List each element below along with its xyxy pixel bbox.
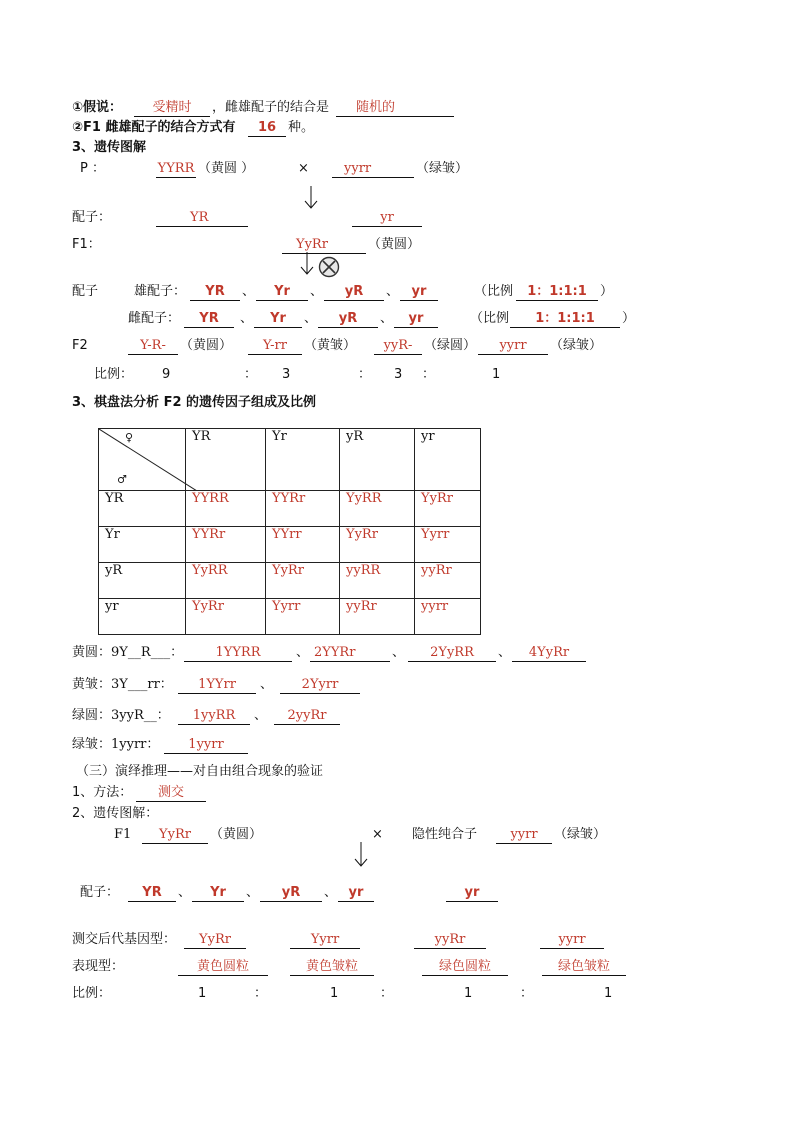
punnett-cell: YyRr — [415, 491, 481, 527]
punnett-cell: Yyrr — [266, 599, 340, 635]
tc-f1-genotype[interactable]: YyRr — [142, 827, 208, 844]
method-prefix: 1、方法： — [72, 785, 133, 800]
offspring-genotype[interactable]: YyRr — [184, 932, 246, 949]
tc-f1-phenotype: （黄圆） — [210, 827, 263, 842]
offspring-genotype[interactable]: Yyrr — [290, 932, 360, 949]
f1-combo-prefix: ②F1 雌雄配子的结合方式有 — [72, 120, 236, 135]
gamete-1[interactable]: YR — [156, 210, 248, 227]
ratio-colon: ： — [358, 367, 372, 382]
f2-label: F2 — [72, 338, 88, 353]
f2-genotype-1[interactable]: Y-R- — [128, 338, 178, 355]
punnett-square — [98, 428, 481, 635]
male-gamete-3[interactable]: yR — [324, 284, 384, 301]
punnett-cell: yyRr — [340, 599, 415, 635]
offspring-genotype-label: 测交后代基因型： — [72, 932, 177, 947]
f2-phenotype-1: （黄圆） — [180, 338, 233, 353]
punnett-row-head: Yr — [99, 527, 186, 563]
separator: 、 — [246, 885, 260, 900]
offspring-ratio-value: 1 — [604, 986, 613, 1001]
pheno-answer[interactable]: 2yyRr — [274, 708, 340, 725]
pheno-answer[interactable]: 2Yyrr — [280, 677, 360, 694]
punnett-cell: yyRr — [415, 563, 481, 599]
female-gamete-label: 雌配子： — [128, 311, 181, 326]
punnett-cell: YyRr — [186, 599, 266, 635]
hypothesis-answer-1[interactable]: 受精时 — [134, 100, 210, 117]
f1-gamete-label: 配子 — [72, 284, 99, 299]
separator: 、 — [254, 708, 268, 723]
pheno-answer[interactable]: 1yyRR — [178, 708, 250, 725]
male-ratio[interactable]: 1：1:1:1 — [516, 284, 598, 301]
cross-symbol: × — [372, 827, 383, 842]
male-gamete-1[interactable]: YR — [190, 284, 240, 301]
tc-recessive-label: 隐性纯合子 — [412, 827, 478, 842]
punnett-cell: YyRR — [186, 563, 266, 599]
separator: 、 — [240, 311, 254, 326]
separator: 、 — [498, 645, 512, 660]
f2-genotype-3[interactable]: yyR- — [374, 338, 422, 355]
p-label: P ： — [80, 161, 105, 176]
down-arrow-icon — [300, 252, 314, 276]
offspring-genotype[interactable]: yyRr — [414, 932, 486, 949]
punnett-cell: Yyrr — [415, 527, 481, 563]
f1-label: F1： — [72, 237, 101, 252]
female-symbol-icon: ♀ — [125, 431, 134, 444]
separator: 、 — [242, 284, 256, 299]
punnett-cell: YyRr — [340, 527, 415, 563]
hypothesis-answer-2[interactable]: 随机的 — [336, 100, 454, 117]
tc-gamete-recessive[interactable]: yr — [446, 885, 498, 902]
male-gamete-2[interactable]: Yr — [256, 284, 308, 301]
punnett-cell: yyrr — [415, 599, 481, 635]
male-ratio-prefix: （比例 — [474, 284, 514, 299]
down-arrow-icon — [354, 842, 368, 868]
punnett-cell: YyRR — [340, 491, 415, 527]
ratio-colon: ： — [244, 367, 258, 382]
offspring-phenotype[interactable]: 黄色皱粒 — [290, 959, 374, 976]
separator: 、 — [310, 284, 324, 299]
ratio-colon: ： — [520, 986, 534, 1001]
f2-genotype-2[interactable]: Y-rr — [248, 338, 302, 355]
male-symbol-icon: ♂ — [117, 473, 127, 486]
tc-gamete-label: 配子： — [80, 885, 120, 900]
hypothesis-line — [72, 100, 122, 116]
ratio-colon: ： — [422, 367, 436, 382]
punnett-cell: YyRr — [266, 563, 340, 599]
f1-phenotype: （黄圆） — [368, 237, 421, 252]
offspring-genotype[interactable]: yyrr — [540, 932, 604, 949]
circled-times-icon — [318, 256, 340, 278]
female-gamete-4[interactable]: yr — [394, 311, 438, 328]
hypothesis-prefix: ①假说： — [72, 100, 123, 115]
f2-phenotype-3: （绿圆） — [424, 338, 477, 353]
down-arrow-icon — [304, 186, 318, 210]
punnett-cell: YYRr — [266, 491, 340, 527]
tc-gamete[interactable]: YR — [128, 885, 176, 902]
f2-phenotype-4: （绿皱） — [550, 338, 603, 353]
punnett-cell: YYRR — [186, 491, 266, 527]
separator: 、 — [386, 284, 400, 299]
punnett-row-head: yR — [99, 563, 186, 599]
punnett-col-head: Yr — [266, 429, 340, 491]
offspring-ratio-value: 1 — [464, 986, 473, 1001]
pheno-answer[interactable]: 2YYRr — [310, 645, 390, 662]
punnett-col-head: yR — [340, 429, 415, 491]
punnett-cell: YYRr — [186, 527, 266, 563]
separator: 、 — [304, 311, 318, 326]
separator: 、 — [392, 645, 406, 660]
separator: 、 — [380, 311, 394, 326]
punnett-cell: yyRR — [340, 563, 415, 599]
hypothesis-middle: ，雌雄配子的结合是 — [212, 100, 330, 115]
tc-gamete[interactable]: yR — [260, 885, 322, 902]
method-answer[interactable]: 测交 — [136, 785, 206, 802]
gamete-label: 配子： — [72, 210, 112, 225]
f2-phenotype-2: （黄皱） — [304, 338, 357, 353]
ratio-value-3: 3 — [394, 367, 403, 382]
pheno-answer[interactable]: 2YyRR — [408, 645, 496, 662]
tc-rec-phenotype: （绿皱） — [554, 827, 607, 842]
pheno-label-4: 绿皱：1yyrr： — [72, 737, 160, 752]
p-parent1-phenotype: （黄圆 ） — [198, 161, 255, 176]
separator: 、 — [260, 677, 274, 692]
male-gamete-label: 雄配子： — [134, 284, 187, 299]
p-parent2-phenotype: （绿皱） — [416, 161, 469, 176]
pheno-label-1: 黄圆：9Y__R___： — [72, 645, 184, 660]
p-parent2-genotype[interactable]: yyrr — [332, 161, 414, 178]
offspring-phenotype[interactable]: 绿色圆粒 — [422, 959, 508, 976]
f1-genotype[interactable]: YyRr — [282, 237, 366, 254]
ratio-value-1: 9 — [162, 367, 171, 382]
punnett-cell: YYrr — [266, 527, 340, 563]
tc-gamete[interactable]: yr — [338, 885, 374, 902]
male-gamete-4[interactable]: yr — [400, 284, 438, 301]
f1-combo-answer[interactable]: 16 — [248, 120, 286, 137]
pheno-label-3: 绿圆：3yyR__： — [72, 708, 170, 723]
pheno-answer[interactable]: 1YYRR — [184, 645, 292, 662]
male-ratio-suffix: ） — [600, 284, 614, 299]
section3-title: （三）演绎推理——对自由组合现象的验证 — [76, 764, 324, 779]
f1-combo-suffix: 种。 — [288, 120, 315, 135]
female-gamete-3[interactable]: yR — [318, 311, 378, 328]
female-ratio-prefix: （比例 — [470, 311, 510, 326]
section-diagram-title: 3、遗传图解 — [72, 140, 147, 155]
separator: 、 — [296, 645, 310, 660]
ratio-colon: ： — [254, 986, 268, 1001]
punnett-row-head: yr — [99, 599, 186, 635]
offspring-phenotype[interactable]: 绿色皱粒 — [542, 959, 626, 976]
offspring-ratio-value: 1 — [330, 986, 339, 1001]
female-gamete-1[interactable]: YR — [184, 311, 234, 328]
diagonal-line — [99, 429, 197, 491]
pheno-answer[interactable]: 4YyRr — [512, 645, 586, 662]
female-gamete-2[interactable]: Yr — [254, 311, 302, 328]
female-ratio-suffix: ） — [622, 311, 636, 326]
ratio-label: 比例： — [94, 367, 134, 382]
punnett-corner — [99, 429, 186, 491]
f2-genotype-4[interactable]: yyrr — [478, 338, 548, 355]
section-checker-title: 3、棋盘法分析 F2 的遗传因子组成及比例 — [72, 395, 317, 410]
ratio-value-4: 1 — [492, 367, 501, 382]
ratio-colon: ： — [380, 986, 394, 1001]
offspring-phenotype-label: 表现型： — [72, 959, 125, 974]
punnett-col-head: yr — [415, 429, 481, 491]
tc-rec-genotype[interactable]: yyrr — [496, 827, 552, 844]
female-ratio[interactable]: 1：1:1:1 — [510, 311, 620, 328]
diagram2-title: 2、遗传图解： — [72, 806, 159, 821]
offspring-phenotype[interactable]: 黄色圆粒 — [178, 959, 268, 976]
separator: 、 — [324, 885, 338, 900]
pheno-label-2: 黄皱：3Y___rr： — [72, 677, 173, 692]
offspring-ratio-label: 比例： — [72, 986, 112, 1001]
pheno-answer[interactable]: 1yyrr — [164, 737, 248, 754]
punnett-row-head: YR — [99, 491, 186, 527]
offspring-ratio-value: 1 — [198, 986, 207, 1001]
cross-symbol: × — [298, 161, 309, 176]
separator: 、 — [178, 885, 192, 900]
pheno-answer[interactable]: 1YYrr — [178, 677, 256, 694]
tc-gamete[interactable]: Yr — [192, 885, 244, 902]
ratio-value-2: 3 — [282, 367, 291, 382]
punnett-col-head: YR — [186, 429, 266, 491]
tc-f1-label: F1 — [114, 827, 132, 842]
p-parent1-genotype[interactable]: YYRR — [157, 161, 195, 176]
gamete-2[interactable]: yr — [352, 210, 422, 227]
